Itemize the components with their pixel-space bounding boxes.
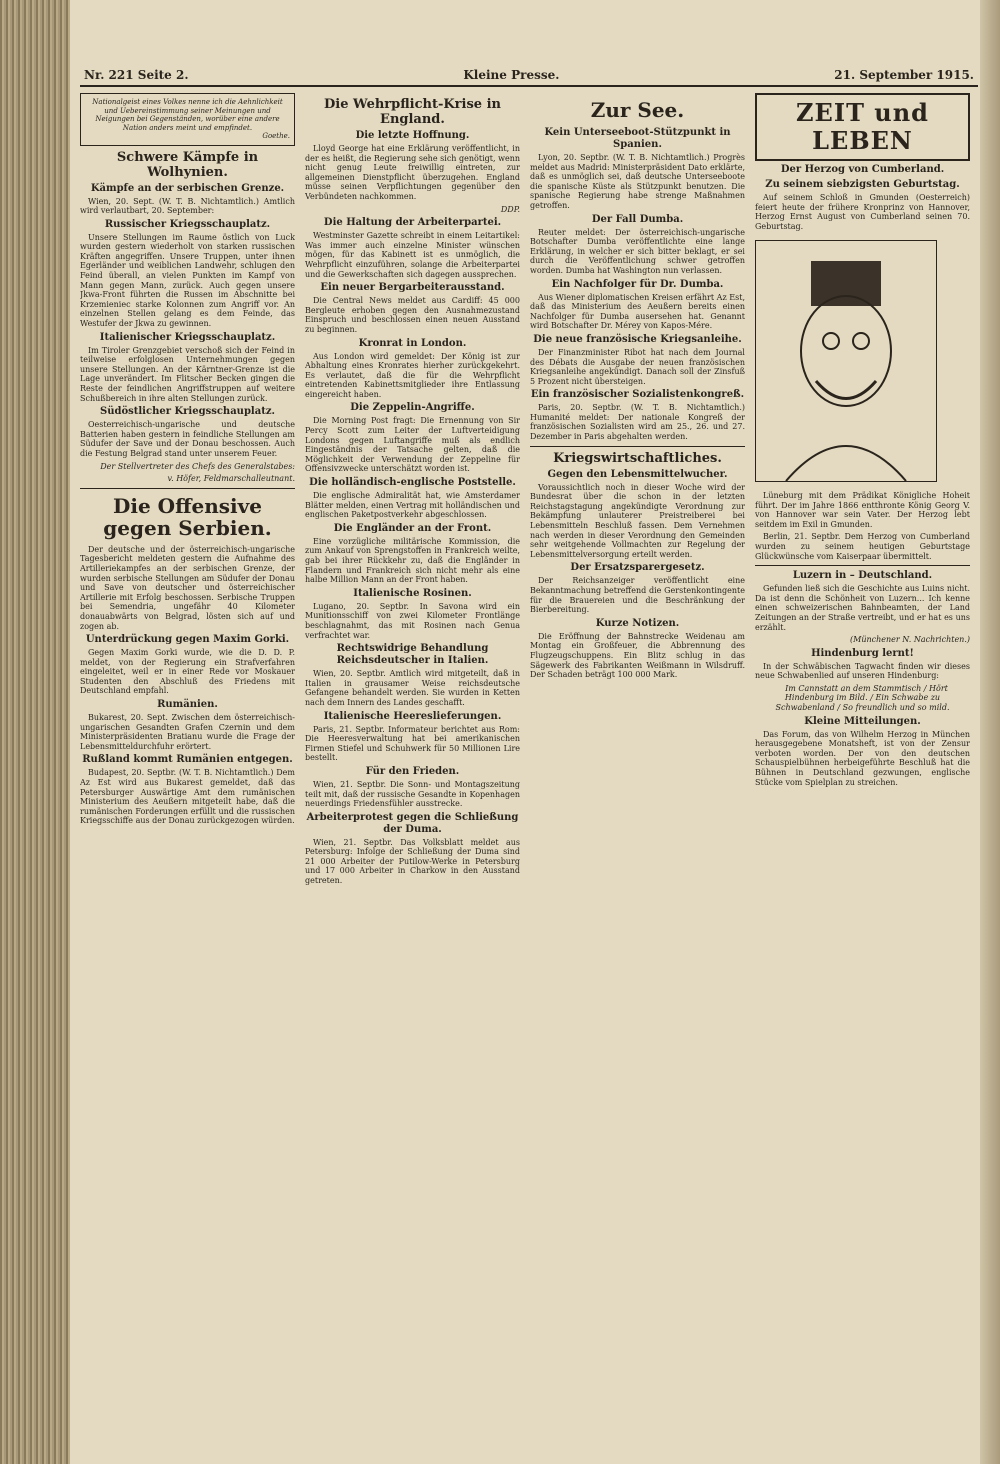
headline-wolhynien: Schwere Kämpfe in Wolhynien. bbox=[116, 149, 259, 180]
subhead-ersatz: Der Ersatzsparergesetz. bbox=[570, 562, 705, 574]
signature-role: Der Stellvertreter des Chefs des Generalstabes: bbox=[100, 461, 295, 471]
subhead-bergarbeiter: Ein neuer Bergarbeiterausstand. bbox=[320, 282, 505, 294]
subhead-arbeiterpartei: Die Haltung der Arbeiterpartei. bbox=[323, 217, 502, 229]
paragraph: Der Finanzminister Ribot hat nach dem Journal des Débats die Ausgabe der neuen französischen Kriegsanleihe angekündigt. Danach soll der Zinsfuß 5 Prozent nicht übersteigen. bbox=[530, 347, 745, 386]
subhead-geburtstag: Zu seinem siebzigsten Geburtstag. bbox=[765, 179, 960, 190]
divider bbox=[755, 565, 970, 566]
paragraph: In der Schwäbischen Tagwacht finden wir dieses neue Schwabenlied auf unseren Hindenburg: bbox=[755, 661, 970, 681]
subhead-serbische-grenze: Kämpfe an der serbischen Grenze. bbox=[90, 182, 285, 194]
paragraph: Wien, 20. Sept. (W. T. B. Nichtamtlich.) Amtlich wird verlautbart, 20. September: bbox=[80, 196, 295, 216]
subhead-protest: Arbeiterprotest gegen die Schließung der Duma. bbox=[306, 811, 519, 835]
subhead-front: Die Engländer an der Front. bbox=[333, 522, 492, 534]
paragraph: Eine vorzügliche militärische Kommission, die zum Ankauf von Sprengstoffen in Frankreich weilte, gab bei ihrer Rückkehr zu, daß die Engländer in Flandern und Frankreich sich nicht mehr als eine halbe Million Mann an der Front haben. bbox=[305, 536, 520, 585]
subhead-cumberland: Der Herzog von Cumberland. bbox=[780, 164, 945, 175]
paragraph: Westminster Gazette schreibt in einem Leitartikel: Was immer auch einzelne Minister wünschen mögen, für das Kabinett ist es unmöglich, die Wehrpflicht einzuführen, solange die Arbeiterpartei und die Gewerkschaften sich dagegen aussprechen. bbox=[305, 231, 520, 279]
paragraph: Im Tiroler Grenzgebiet verschoß sich der Feind in teilweise erfolglosen Unternehmungen gegen unsere Stellungen. An der Kärntner-Grenze ist die Lage unverändert. Im Flitscher Becken gingen die Reste der feindlichen Angriffstruppen auf weitere Schußbereich in ihre alten Stellungen zurück. bbox=[80, 345, 295, 403]
subhead-gorki: Unterdrückung gegen Maxim Gorki. bbox=[85, 634, 290, 646]
subhead-frieden: Für den Frieden. bbox=[365, 765, 460, 777]
column-2 bbox=[305, 93, 520, 1453]
subhead-sozialistenkongress: Ein französischer Sozialistenkongreß. bbox=[530, 389, 745, 401]
source-attribution: (Münchener N. Nachrichten.) bbox=[850, 635, 970, 645]
paragraph: Lugano, 20. Septbr. In Savona wird ein Munitionsschiff von zwei Kilometer Frontlänge beschlagnahmt, das mit Rosinen nach Genua verfrachtet war. bbox=[305, 601, 520, 640]
headline-offensive: Die Offensive gegen Serbien. bbox=[103, 493, 272, 540]
paragraph: Unsere Stellungen im Raume östlich von Luck wurden gestern wiederholt von starken russischen Kräften angegriffen. Unsere Truppen, unter ihnen Egerländer und weiblichen Landwehr, schlugen den Feind überall, an vielen Punkten im Kampf von Mann gegen Mann, zurück. Auch gegen unsere Jkwa-Front führten die Russen im Abschnitte bei Krzemieniec starke Kolonnen zum Angriff vor. An einzelnen Stellen gelang es dem Feinde, das Westufer der Jkwa zu gewinnen. bbox=[80, 232, 295, 329]
paragraph: Wien, 20. Septbr. Amtlich wird mitgeteilt, daß in Italien in grausamer Weise reichsdeutsche Gefangene behandelt werden. Sie wurden in Ketten nach dem Innern des Landes geschafft. bbox=[305, 669, 520, 707]
subhead-zeppelin: Die Zeppelin-Angriffe. bbox=[350, 402, 475, 414]
page-content bbox=[80, 60, 978, 1453]
headline-zur-see: Zur See. bbox=[590, 98, 685, 122]
subhead-kriegsanleihe: Die neue französische Kriegsanleihe. bbox=[533, 333, 742, 345]
subhead-rosinen: Italienische Rosinen. bbox=[353, 587, 472, 599]
subhead-hoffnung: Die letzte Hoffnung. bbox=[355, 130, 470, 141]
column-1 bbox=[80, 93, 295, 1453]
columns bbox=[80, 93, 978, 1453]
paragraph: Aus Wiener diplomatischen Kreisen erfährt Az Est, daß das Ministerium des Aeußern bereits einen Nachfolger für Dumba ausersehen hat. Genannt wird Botschafter Dr. Mérey von Kapos-Mére. bbox=[530, 292, 745, 331]
issue-number: Nr. 221 Seite 2. bbox=[84, 68, 189, 82]
paragraph: Das Forum, das von Wilhelm Herzog in München herausgegebene Monatsheft, ist von der Zensur verboten worden. Der von den deutschen Schauspielbühnen herbeigeführte Beschluß hat die Bühnen in Deutschland gezwungen, englische Stücke vom Spielplan zu streichen. bbox=[755, 729, 970, 787]
paragraph: Gefunden ließ sich die Geschichte aus Luins nicht. Da ist denn die Schönheit von Luzern... Ich kenne einen schweizerischen Bahnbeamten, der Land Zeitungen an der Straße vertreibt, und er hat es uns erzählt. bbox=[755, 584, 970, 632]
headline-wehrpflicht: Die Wehrpflicht-Krise in England. bbox=[324, 97, 501, 127]
issue-date: 21. September 1915. bbox=[834, 68, 974, 82]
subhead-kleine-mitteilungen: Kleine Mitteilungen. bbox=[804, 715, 921, 727]
paragraph: Oesterreichisch-ungarische und deutsche Batterien haben gestern in feindliche Stellungen am Südufer der Save und der Donau beschossen. Auch die Festung Belgrad stand unter unserem Feuer. bbox=[80, 420, 295, 458]
paragraph: Lüneburg mit dem Prädikat Königliche Hoheit führt. Der im Jahre 1866 entthronte König Georg V. von Hannover war sein Vater. Der Herzog lebt seitdem im Exil in Gmunden. bbox=[755, 490, 970, 529]
paragraph: Die Central News meldet aus Cardiff: 45 000 Bergleute erhoben gegen den Ausnahmezustand Einspruch und beschlossen einen neuen Ausstand zu beginnen. bbox=[305, 296, 520, 334]
paragraph: Reuter meldet: Der österreichisch-ungarische Botschafter Dumba veröffentlichte eine lange Erklärung, in welcher er sich bitter beklagt, er sei durch die Veröffentlichung schwer getroffen worden. Dumba hat Washington nun verlassen. bbox=[530, 227, 745, 275]
subhead-kein-stuetzpunkt: Kein Unterseeboot-Stützpunkt in Spanien. bbox=[544, 127, 731, 150]
subhead-nachfolger: Ein Nachfolger für Dr. Dumba. bbox=[551, 278, 724, 290]
paragraph: Wien, 21. Septbr. Die Sonn- und Montagszeitung teilt mit, daß der russische Gesandte in Kopenhagen neuerdings Friedensfühler ausstrecke. bbox=[305, 779, 520, 809]
subhead-rumaenien: Rumänien. bbox=[157, 699, 218, 711]
paragraph: Lloyd George hat eine Erklärung veröffentlicht, in der es heißt, die Regierung sehe sich genötigt, wenn nicht genug Leute freiwillig eintreten, zur allgemeinen Dienstpflicht überzugehen. England müsse seinen Verpflichtungen gegenüber den Verbündeten nachkommen. bbox=[305, 144, 520, 201]
divider bbox=[80, 488, 295, 489]
headline-kriegswirtschaftliches: Kriegswirtschaftliches. bbox=[553, 450, 722, 466]
page-edge bbox=[980, 0, 1000, 1464]
column-4 bbox=[755, 93, 970, 1453]
agency-signature: DDP. bbox=[500, 204, 520, 214]
paragraph: Bukarest, 20. Sept. Zwischen dem österreichisch-ungarischen Gesandten Grafen Czernin und dem Ministerpräsidenten Bratianu wurde die Frage der Lebensmitteldurchfuhr erörtert. bbox=[80, 713, 295, 751]
paragraph: Gegen Maxim Gorki wurde, wie die D. D. P. meldet, von der Regierung ein Strafverfahren eingeleitet, weil er in einer Rede vor Moskauer Studenten den Abschluß des Friedens mit Deutschland empfahl. bbox=[80, 648, 295, 696]
newspaper-title: Kleine Presse. bbox=[463, 68, 560, 82]
subhead-russischer: Russischer Kriegsschauplatz. bbox=[104, 218, 271, 230]
paragraph: Der deutsche und der österreichisch-ungarische Tagesbericht meldeten gestern die Aufnahme des Artilleriekampfes an der serbischen Grenze, der wurden serbische Stellungen am Südufer der Donau und Save von deutscher und österreichischer Artillerie mit Erfolg beschossen. Serbische Truppen bei Semendria, ungefähr 40 Kilometer donauabwärts von Belgrad, lösten sich auf und zogen ab. bbox=[80, 544, 295, 631]
paragraph: Paris, 21. Septbr. Informateur berichtet aus Rom: Die Heeresverwaltung hat bei amerikanischen Firmen Stiefel und Schuhwerk für 50 Millionen Lire bestellt. bbox=[305, 724, 520, 763]
subhead-hindenburg: Hindenburg lernt! bbox=[811, 647, 914, 659]
paragraph: Lyon, 20. Septbr. (W. T. B. Nichtamtlich.) Progrès meldet aus Madrid: Ministerpräsident Dato erklärte, daß es unmöglich sei, daß deutsche Unterseeboote die spanische Küste als Stützpunkt benutzen. Die spanische Regierung habe strenge Maßnahmen getroffen. bbox=[530, 153, 745, 210]
column-3 bbox=[530, 93, 745, 1453]
subhead-heereslieferungen: Italienische Heereslieferungen. bbox=[323, 710, 502, 722]
divider bbox=[530, 446, 745, 447]
subhead-poststelle: Die holländisch-englische Poststelle. bbox=[309, 477, 516, 489]
paragraph: Wien, 21. Septbr. Das Volksblatt meldet aus Petersburg: Infolge der Schließung der Duma sind 21 000 Arbeiter der Putilow-Werke in Petersburg und 17 000 Arbeiter in Charkow in den Ausstand getreten. bbox=[305, 837, 520, 886]
paragraph: Die englische Admiralität hat, wie Amsterdamer Blätter melden, einen Vertrag mit holländischen und englischen Paketpostverkehr abgeschlossen. bbox=[305, 491, 520, 520]
subhead-russland: Rußland kommt Rumänien entgegen. bbox=[82, 754, 293, 766]
section-masthead: ZEIT und LEBEN bbox=[755, 93, 970, 161]
paragraph: Paris, 20. Septbr. (W. T. B. Nichtamtlich.) Humanité meldet: Der nationale Kongreß der französischen Sozialisten wird am 25., 26. und 27. Dezember in Paris abgehalten werden. bbox=[530, 403, 745, 442]
portrait-illustration bbox=[755, 240, 937, 482]
subhead-luzern: Luzern in – Deutschland. bbox=[792, 570, 933, 582]
motto-box bbox=[80, 93, 295, 146]
book-binding bbox=[0, 0, 70, 1464]
paragraph: Die Eröffnung der Bahnstrecke Weidenau am Montag ein Großfeuer, die Abbrennung des Flugzeugschuppens. Ein Blitz schlug in das Sägewerk des Fabrikanten Weißmann in Wilsdruff. Der Schaden beträgt 100 000 Mark. bbox=[530, 631, 745, 680]
subhead-dumba: Der Fall Dumba. bbox=[591, 213, 684, 225]
paragraph: Budapest, 20. Septbr. (W. T. B. Nichtamtlich.) Dem Az Est wird aus Bukarest gemeldet, daß das Petersburger Auswärtige Amt dem rumänischen Ministerium des Aeußern mitgeteilt habe, daß die rumänischen Forderungen erfüllt und die russischen Kriegsschiffe aus der Donau zurückgezogen würden. bbox=[80, 768, 295, 826]
paragraph: Aus London wird gemeldet: Der König ist zur Abhaltung eines Kronrates hierher zurückgekehrt. Es verlautet, daß die für die Wehrpflicht eintretenden Kabinettsmitglieder ihre Entlassung eingereicht haben. bbox=[305, 351, 520, 399]
page-header bbox=[80, 60, 978, 87]
subhead-rechtswidrig: Rechtswidrige Behandlung Reichsdeutscher in Italien. bbox=[336, 643, 489, 667]
paragraph: Berlin, 21. Septbr. Dem Herzog von Cumberland wurden zu seinem heutigen Geburtstage Glückwünsche vom Kaiserpaar übermittelt. bbox=[755, 532, 970, 561]
paragraph: Der Reichsanzeiger veröffentlicht eine Bekanntmachung betreffend die Gerstenkontingente für die Brauereien und die Beschränkung der Bierbereitung. bbox=[530, 576, 745, 615]
signature-name: v. Höfer, Feldmarschalleutnant. bbox=[167, 474, 295, 484]
subhead-italienischer: Italienischer Kriegsschauplatz. bbox=[99, 331, 276, 343]
motto-text: Nationalgeist eines Volkes nenne ich die Aehnlichkeit und Uebereinstimmung seiner Meinungen und Neigungen bei Gegenständen, worüber eine andere Nation anders meint und empfindet. bbox=[92, 98, 283, 132]
subhead-lebensmittelwucher: Gegen den Lebensmittelwucher. bbox=[547, 468, 728, 480]
paragraph: Auf seinem Schloß in Gmunden (Oesterreich) feiert heute der frühere Kronprinz von Hannover, Herzog Ernst August von Cumberland seinen 70. Geburtstag. bbox=[755, 193, 970, 231]
motto-author: Goethe. bbox=[262, 132, 290, 140]
subhead-kurze-notizen: Kurze Notizen. bbox=[595, 617, 680, 629]
subhead-kronrat: Kronrat in London. bbox=[358, 337, 467, 349]
paragraph: Die Morning Post fragt: Die Ernennung von Sir Percy Scott zum Leiter der Luftverteidigung Londons gegen Luftangriffe muß als endlich Eingeständnis der Tatsache gelten, daß die Möglichkeit der Verwendung der Zeppeline für Offensivzwecke unterschätzt worden ist. bbox=[305, 416, 520, 474]
paragraph: Voraussichtlich noch in dieser Woche wird der Bundesrat über die schon in der letzten Reichstagstagung angekündigte Verordnung zur Bekämpfung unlauterer Preistreiberei bei Lebensmitteln Beschluß fassen. Dem Vernehmen nach werden in dieser Verordnung den Gemeinden sehr weitgehende Vollmachten zur Regelung der Lebensmittelversorgung erteilt werden. bbox=[530, 482, 745, 559]
poem: Im Cannstatt an dem Stammtisch / Hört Hindenburg im Bild. / Ein Schwabe zu Schwabenland / So freundlich und so mild. bbox=[775, 683, 950, 713]
subhead-suedoestlicher: Südöstlicher Kriegsschauplatz. bbox=[99, 406, 275, 418]
